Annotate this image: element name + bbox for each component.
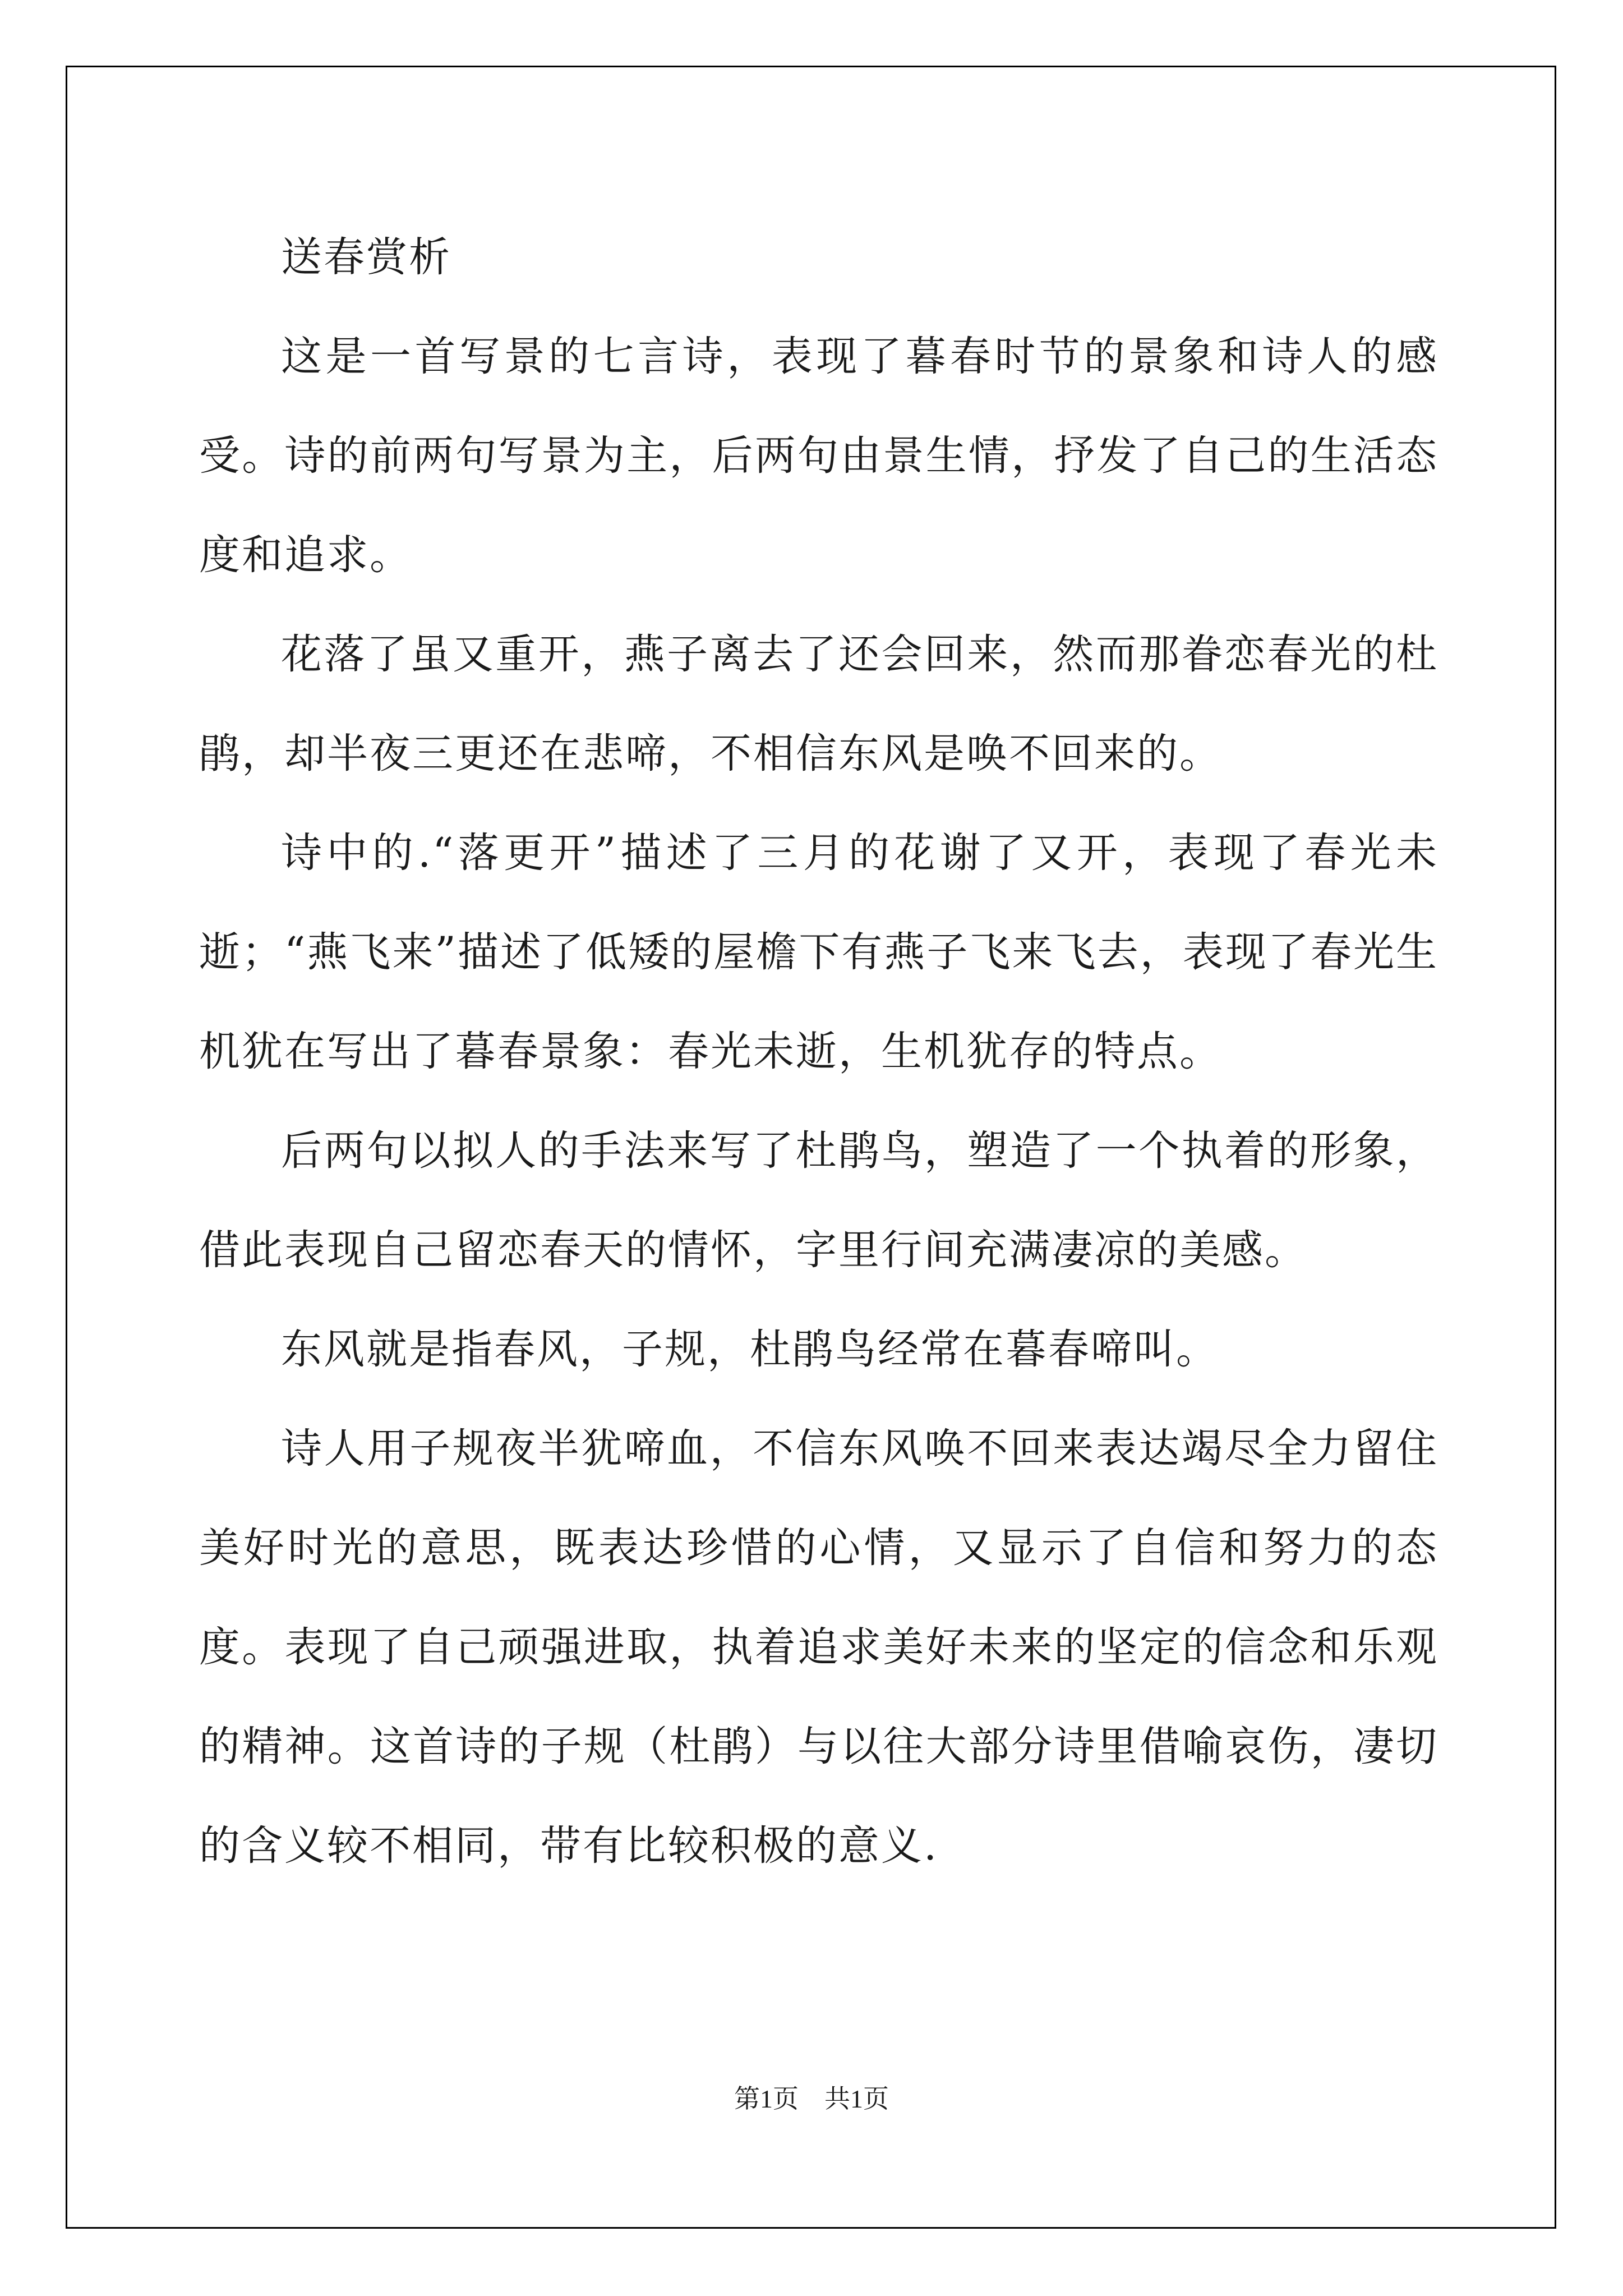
paragraph: 诗人用子规夜半犹啼血，不信东风唤不回来表达竭尽全力留住美好时光的意思，既表达珍惜的心情，又显示了自信和努力的态度。表现了自己顽强进取，执着追求美好未来的坚定的信念和乐观的精神。这首诗的子规（杜鹃）与以往大部分诗里借喻哀伤，凄切的含义较不相同，带有比较积极的意义. [199, 1425, 1438, 1870]
paragraph: 后两句以拟人的手法来写了杜鹃鸟，塑造了一个执着的形象，借此表现自己留恋春天的情怀，字里行间充满凄凉的美感。 [199, 1127, 1438, 1274]
document-title: 送春赏析 [281, 233, 451, 281]
paragraph: 东风就是指春风，子规，杜鹃鸟经常在暮春啼叫。 [281, 1326, 1219, 1373]
page-total: 共1页 [824, 2085, 889, 2113]
paragraph: 花落了虽又重开，燕子离去了还会回来，然而那眷恋春光的杜鹃，却半夜三更还在悲啼，不相信东风是唤不回来的。 [199, 631, 1438, 777]
page-footer [0, 2078, 1623, 2115]
paragraph: 诗中的.“落更开”描述了三月的花谢了又开，表现了春光未逝；“燕飞来”描述了低矮的屋檐下有燕子飞来飞去，表现了春光生机犹在写出了暮春景象：春光未逝，生机犹存的特点。 [199, 829, 1438, 1075]
page-number: 第1页 [734, 2085, 799, 2113]
document-body [199, 208, 1438, 1895]
paragraph: 这是一首写景的七言诗，表现了暮春时节的景象和诗人的感受。诗的前两句写景为主，后两句由景生情，抒发了自己的生活态度和追求。 [199, 333, 1438, 579]
